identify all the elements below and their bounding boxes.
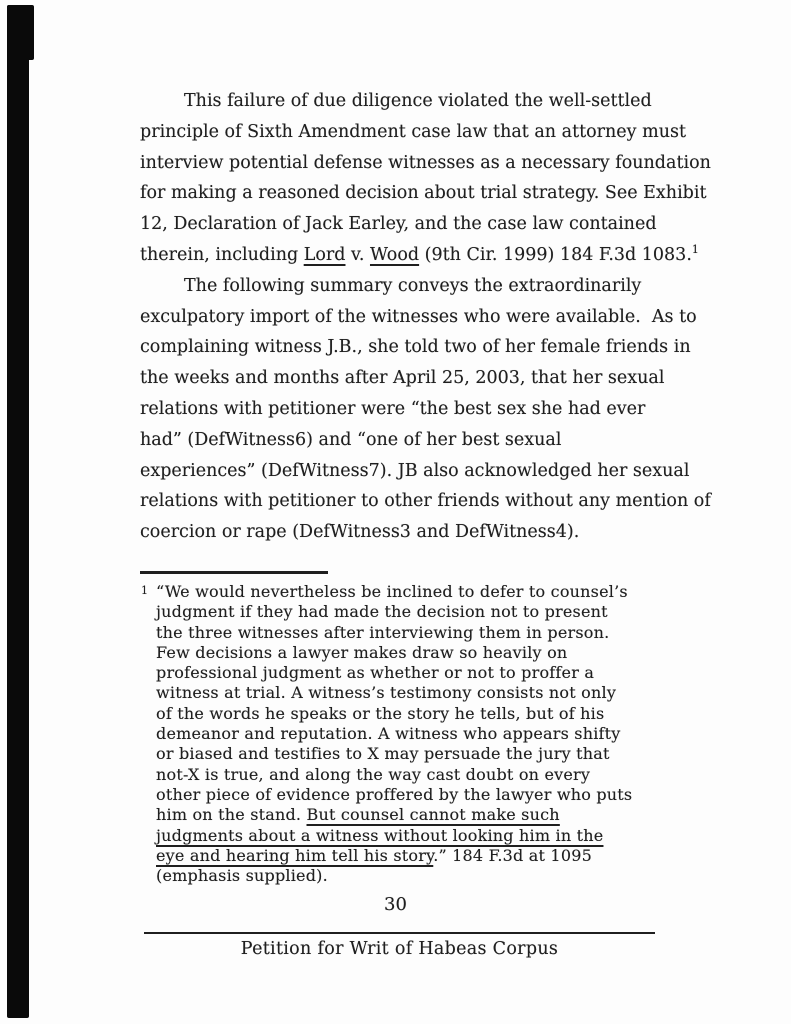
text-line: had” (DefWitness6) and “one of her best sexual [140,429,562,450]
text-line: complaining witness J.B., she told two of her female friends in [140,337,691,358]
text-line: for making a reasoned decision about trial strategy. See Exhibit [140,183,707,204]
text-line: “We would nevertheless be inclined to defer to counsel’s [156,582,628,601]
footnote-separator-rule [140,571,328,574]
text-line: the weeks and months after April 25, 2003, that her sexual [140,368,665,389]
text-line: demeanor and reputation. A witness who appears shifty [156,724,621,744]
text-line: (emphasis supplied). [156,866,328,886]
text-line: principle of Sixth Amendment case law that an attorney must [140,121,686,142]
footer-title: Petition for Writ of Habeas Corpus [240,939,559,959]
text-line: other piece of evidence proffered by the lawyer who puts [156,784,633,804]
text-line: him on the stand. But counsel cannot make such [156,805,560,825]
scanner-edge-artifact-top [7,5,34,60]
text-line: not-X is true, and along the way cast doubt on every [156,764,591,784]
text-line: The following summary conveys the extraordinarily [184,275,642,296]
text-line: judgment if they had made the decision not to present [156,602,608,622]
text-line: 12, Declaration of Jack Earley, and the case law contained [140,214,657,235]
text-line: This failure of due diligence violated the well-settled [184,91,652,111]
text-line: relations with petitioner were “the best sex she had ever [140,398,646,419]
text-line: Few decisions a lawyer makes draw so heavily on [156,642,568,662]
text-line: professional judgment as whether or not to proffer a [156,663,595,683]
text-line: judgments about a witness without looking him in the [156,825,604,845]
text-line: therein, including Lord v. Wood (9th Cir. 1999) 184 F.3d 1083.$^1$ [140,243,699,265]
page-number: 30 [384,894,407,915]
text-line: relations with petitioner to other friends without any mention of [140,491,711,512]
scanner-edge-artifact [7,5,29,1018]
body-text [140,86,711,548]
text-line: exculpatory import of the witnesses who were available. As to [140,306,697,327]
footnote-marker: 1 [141,584,148,597]
text-line: eye and hearing him tell his story.” 184 F.3d at 1095 [156,845,592,865]
text-line: interview potential defense witnesses as a necessary foundation [140,152,711,173]
footer-rule [144,932,655,934]
text-line: the three witnesses after interviewing them in person. [156,622,610,642]
text-line: of the words he speaks or the story he tells, but of his [156,703,605,723]
text-line: experiences” (DefWitness7). JB also acknowledged her sexual [140,460,690,481]
text-line: or biased and testifies to X may persuade the jury that [156,744,610,764]
footnote-text [156,582,632,886]
text-line: coercion or rape (DefWitness3 and DefWitness4). [140,522,580,543]
text-line: witness at trial. A witness’s testimony consists not only [156,683,617,703]
